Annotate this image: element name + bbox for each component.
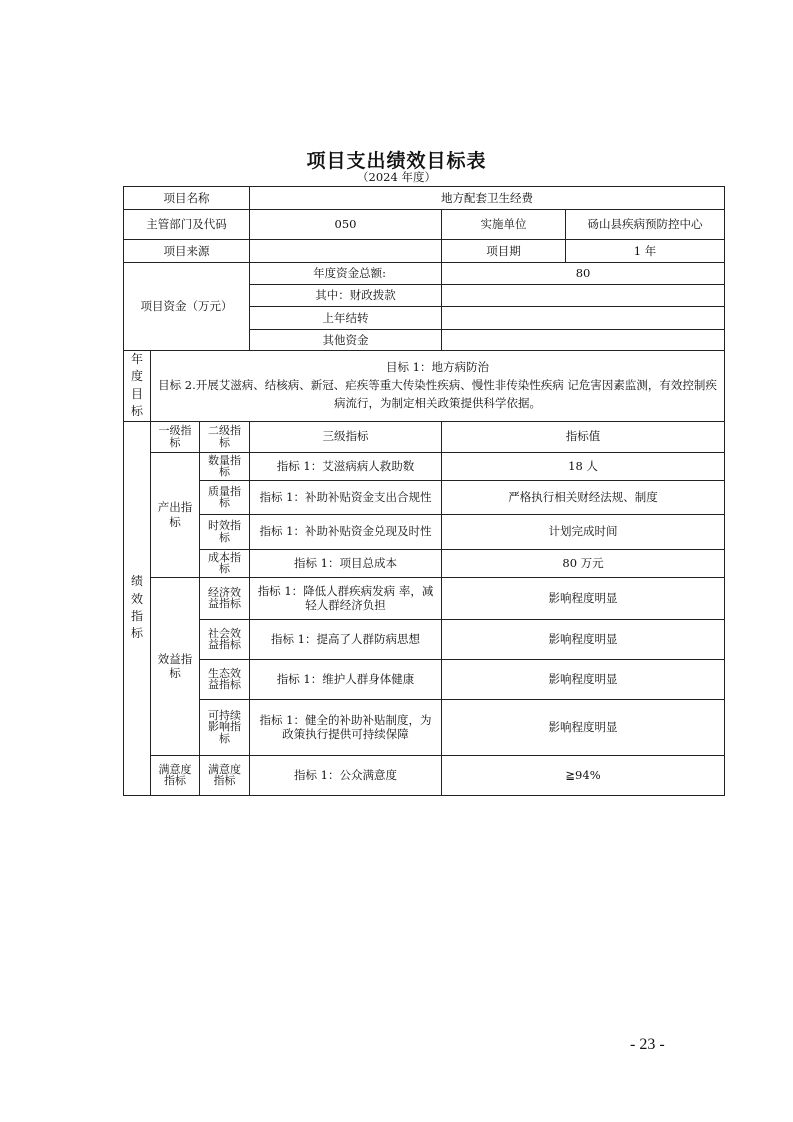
project-source-value <box>250 240 442 263</box>
level2-cell: 生态效益指标 <box>200 659 250 699</box>
level2-cell: 可持续影响指标 <box>200 699 250 755</box>
value-cell: 影响程度明显 <box>442 659 725 699</box>
project-funds-label: 项目资金（万元） <box>124 263 250 351</box>
level2-cell: 满意度指标 <box>200 755 250 795</box>
implementing-unit-label: 实施单位 <box>442 210 566 240</box>
implementing-unit-value: 砀山县疾病预防控中心 <box>566 210 725 240</box>
level2-cell: 时效指标 <box>200 514 250 549</box>
row-annual-goals <box>124 351 725 422</box>
row-department <box>124 210 725 240</box>
fund-total-value: 80 <box>442 263 725 285</box>
fund-carryover-value <box>442 307 725 330</box>
header-value: 指标值 <box>442 421 725 452</box>
table-row <box>124 699 725 755</box>
fund-finance-value <box>442 285 725 307</box>
satisfaction-indicators-label: 满意度指标 <box>151 755 200 795</box>
row-project-source <box>124 240 725 263</box>
value-cell: 影响程度明显 <box>442 699 725 755</box>
level3-cell: 指标 1：补助补贴资金支出合规性 <box>250 480 442 514</box>
fund-finance-label: 其中：财政拨款 <box>250 285 442 307</box>
header-level2: 二级指标 <box>200 421 250 452</box>
document-title: 项目支出绩效目标表 <box>306 150 487 172</box>
level2-cell: 成本指标 <box>200 549 250 577</box>
page-number: - 23 - <box>630 1036 665 1053</box>
table-row <box>124 480 725 514</box>
level2-cell: 数量指标 <box>200 452 250 480</box>
value-cell: ≧94% <box>442 755 725 795</box>
value-cell: 80 万元 <box>442 549 725 577</box>
fund-other-value <box>442 330 725 351</box>
level3-cell: 指标 1：降低人群疾病发病 率，减轻人群经济负担 <box>250 577 442 619</box>
level3-cell: 指标 1：补助补贴资金兑现及时性 <box>250 514 442 549</box>
benefit-indicators-label: 效益指标 <box>151 577 200 755</box>
level3-cell: 指标 1：维护人群身体健康 <box>250 659 442 699</box>
level3-cell: 指标 1：项目总成本 <box>250 549 442 577</box>
level3-cell: 指标 1：提高了人群防病思想 <box>250 619 442 659</box>
table-row <box>124 514 725 549</box>
header-level1: 一级指标 <box>151 421 200 452</box>
project-period-label: 项目期 <box>442 240 566 263</box>
value-cell: 18 人 <box>442 452 725 480</box>
level2-cell: 质量指标 <box>200 480 250 514</box>
level3-cell: 指标 1：公众满意度 <box>250 755 442 795</box>
header-level3: 三级指标 <box>250 421 442 452</box>
annual-goals-content <box>151 351 725 422</box>
level3-cell: 指标 1：艾滋病病人救助数 <box>250 452 442 480</box>
department-code-value: 050 <box>250 210 442 240</box>
document-subtitle: （2024 年度） <box>357 170 436 184</box>
value-cell: 影响程度明显 <box>442 577 725 619</box>
row-indicator-headers <box>124 421 725 452</box>
value-cell: 影响程度明显 <box>442 619 725 659</box>
row-project-name <box>124 187 725 210</box>
level2-cell: 经济效益指标 <box>200 577 250 619</box>
department-label: 主管部门及代码 <box>124 210 250 240</box>
level2-cell: 社会效益指标 <box>200 619 250 659</box>
performance-table <box>123 186 725 796</box>
output-indicators-label: 产出指标 <box>151 452 200 577</box>
table-row <box>124 549 725 577</box>
annual-goals-label: 年度目标 <box>124 351 151 422</box>
project-name-label: 项目名称 <box>124 187 250 210</box>
project-name-value: 地方配套卫生经费 <box>250 187 725 210</box>
value-cell: 计划完成时间 <box>442 514 725 549</box>
fund-total-label: 年度资金总额: <box>250 263 442 285</box>
level3-cell: 指标 1：健全的补助补贴制度，为政策执行提供可持续保障 <box>250 699 442 755</box>
table-row <box>124 619 725 659</box>
table-row <box>124 755 725 795</box>
row-fund-total <box>124 263 725 285</box>
goal-line-2: 目标 2.开展艾滋病、结核病、新冠、疟疾等重大传染性疾病、慢性非传染性疾病 记危害因素监测，有效控制疾病流行，为制定相关政策提供科学依据。 <box>158 377 717 410</box>
table-row <box>124 659 725 699</box>
value-cell: 严格执行相关财经法规、制度 <box>442 480 725 514</box>
project-period-value: 1 年 <box>566 240 725 263</box>
fund-carryover-label: 上年结转 <box>250 307 442 330</box>
performance-indicators-label: 绩效指标 <box>124 421 151 795</box>
goal-line-1: 目标 1：地方病防治 <box>386 360 490 375</box>
table-row <box>124 452 725 480</box>
table-row <box>124 577 725 619</box>
project-source-label: 项目来源 <box>124 240 250 263</box>
fund-other-label: 其他资金 <box>250 330 442 351</box>
